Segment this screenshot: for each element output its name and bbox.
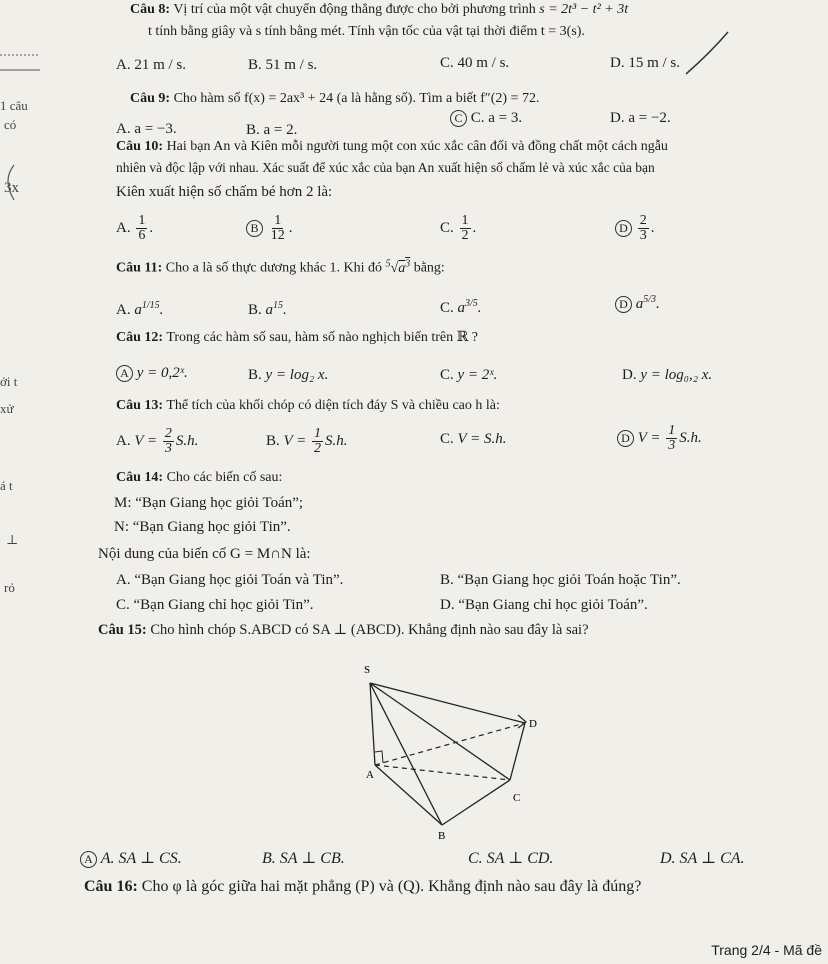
q8-text2: t tính bằng giây và s tính bằng mét. Tính vận tốc của vật tại thời điểm t = 3(s). [148,24,585,39]
q13-option-c: C. V = S.h. [440,431,507,447]
question-label: Câu 9: [130,91,171,106]
circle-mark-icon: A [80,851,97,868]
q10-text2: nhiên và độc lập với nhau. Xác suất để xúc xắc của bạn An xuất hiện số chấm lẻ và xúc xắc của bạn [116,160,655,175]
point-a: A [366,769,374,781]
q15-option-a [80,848,182,868]
q14-stem [116,470,282,486]
q14-option-d: D. “Bạn Giang chỉ học giỏi Toán”. [440,597,648,613]
margin-note: á t [0,478,13,493]
q8-option-b: B. 51 m / s. [248,57,318,73]
circle-mark-icon: D [615,220,632,237]
q11-tail: bằng: [413,260,445,276]
question-label: Câu 8: [130,2,171,17]
q10-option-d: D $\frac{2}{3}$ . [615,214,655,243]
q8-formula: s = 2t³ − t² + 3t [539,2,629,17]
q13-text: Thể tích của khối chóp có diện tích đáy S và chiều cao h là: [166,398,500,413]
q9-option-b: B. a = 2. [246,122,298,138]
q9-text: Cho hàm số f(x) = 2ax³ + 24 (a là hằng số). Tìm a biết f″(2) = 72. [173,91,540,106]
q12-option-d: D. y = log₀,₂ x. [622,367,713,383]
q15-text: Cho hình chóp S.ABCD có SA ⊥ (ABCD). Khẳng định nào sau đây là sai? [150,622,589,638]
q14-event-n: N: “Bạn Giang học giỏi Tin”. [114,519,291,535]
q9-option-d: D. a = −2. [610,110,671,126]
q10-option-b: B $\frac{1}{12}$ . [246,214,293,243]
question-label: Câu 10: [116,139,164,154]
q12-stem [116,329,478,346]
question-label: Câu 16: [84,878,138,895]
question-label: Câu 15: [98,622,147,638]
q9-option-a: A. a = −3. [116,121,177,137]
point-c: C [513,792,521,804]
q8-option-a: A. 21 m / s. [116,57,187,73]
q14-option-a: A. “Bạn Giang học giỏi Toán và Tin”. [116,572,344,588]
q12-option-b: B. y = log₂ x. [248,367,329,383]
q12-option-b-text: y = log₂ x. [265,367,329,383]
q13-stem [116,398,500,414]
q11-option-c: C. $a^{3/5}$. [440,298,482,316]
q12-option-a-text: y = 0,2ˣ. [136,365,188,381]
q11-stem [116,258,445,277]
q10-text: Hai bạn An và Kiên mỗi người tung một con xúc xắc cân đối và đồng chất một cách ngẫu [166,139,668,154]
margin-note: 3x [4,180,19,196]
pyramid-figure [330,655,560,845]
q12-option-d-text: y = log₀,₂ x. [640,367,713,383]
q14-option-c: C. “Bạn Giang chỉ học giỏi Tin”. [116,597,314,613]
q11-option-b: B. $a^{15}$. [248,300,287,318]
q11-option-d: D $a^{5/3}$. [615,294,660,313]
point-s: S [364,664,371,676]
question-label: Câu 11: [116,260,163,276]
q13-option-a: A. V = $\frac{2}{3}$ S.h. [116,426,199,456]
q9-option-c-text: C. a = 3. [470,110,523,126]
circle-mark-icon: A [116,365,133,382]
q15-option-d: D. SA ⊥ CA. [660,850,745,867]
q14-text: Cho các biến cố sau: [166,470,283,485]
q14-event-m: M: “Bạn Giang học giỏi Toán”; [114,495,304,511]
margin-note: có [4,117,17,132]
q15-stem [98,622,589,639]
margin-note: rỏ [4,580,15,595]
page-footer: Trang 2/4 - Mã đề [711,942,822,958]
question-label: Câu 13: [116,398,164,413]
q11-text: Cho a là số thực dương khác 1. Khi đó [165,260,383,276]
q9-stem [130,91,539,107]
q13-option-b: B. V = $\frac{1}{2}$ S.h. [266,426,348,456]
question-label: Câu 14: [116,470,164,485]
q12-option-a [116,365,188,382]
q14-option-b: B. “Bạn Giang học giỏi Toán hoặc Tin”. [440,572,681,588]
q16-stem [84,878,641,896]
q12-option-c: C. y = 2ˣ. [440,367,498,383]
q9-option-c [450,110,522,127]
q11-option-a: A. $a^{1/15}$. [116,300,164,318]
circle-mark-icon: D [617,430,634,447]
circle-mark-icon: C [450,110,467,127]
q8-text: Vị trí của một vật chuyển động thẳng được cho bởi phương trình [173,2,536,17]
q12-option-c-text: y = 2ˣ. [457,367,498,383]
point-b: B [438,830,446,842]
q10-option-a: A. $\frac{1}{6}$ . [116,213,154,243]
q8-option-c: C. 40 m / s. [440,55,510,71]
q15-option-c: C. SA ⊥ CD. [468,850,554,867]
circle-mark-icon: B [246,220,263,237]
question-label: Câu 12: [116,330,164,345]
pen-stroke [680,28,740,78]
margin-note: 1 câu [0,98,28,113]
q8-option-d: D. 15 m / s. [610,55,681,71]
q11-radical: $^5√a^3$ [385,258,411,276]
margin-note: xử [0,401,14,416]
q10-text3: Kiên xuất hiện số chấm bé hơn 2 là: [116,184,333,200]
q15-option-a-text: A. SA ⊥ CS. [100,850,182,867]
point-d: D [529,718,537,730]
margin-note: ới t [0,374,18,389]
q16-text: Cho φ là góc giữa hai mặt phẳng (P) và (Q). Khẳng định nào sau đây là đúng? [141,878,642,895]
q13-option-d: D V = $\frac{1}{3}$ S.h. [617,424,702,453]
margin-rules [0,0,60,260]
q8-stem [130,2,628,18]
q15-option-b: B. SA ⊥ CB. [262,850,345,867]
q10-option-c: C. $\frac{1}{2}$ . [440,213,477,243]
q12-text: Trong các hàm số sau, hàm số nào nghịch biến trên ℝ ? [166,330,478,345]
q10-stem [116,139,668,155]
margin-note: ⊥ [6,532,19,547]
circle-mark-icon: D [615,296,632,313]
q14-question: Nội dung của biến cố G = M∩N là: [98,546,311,562]
